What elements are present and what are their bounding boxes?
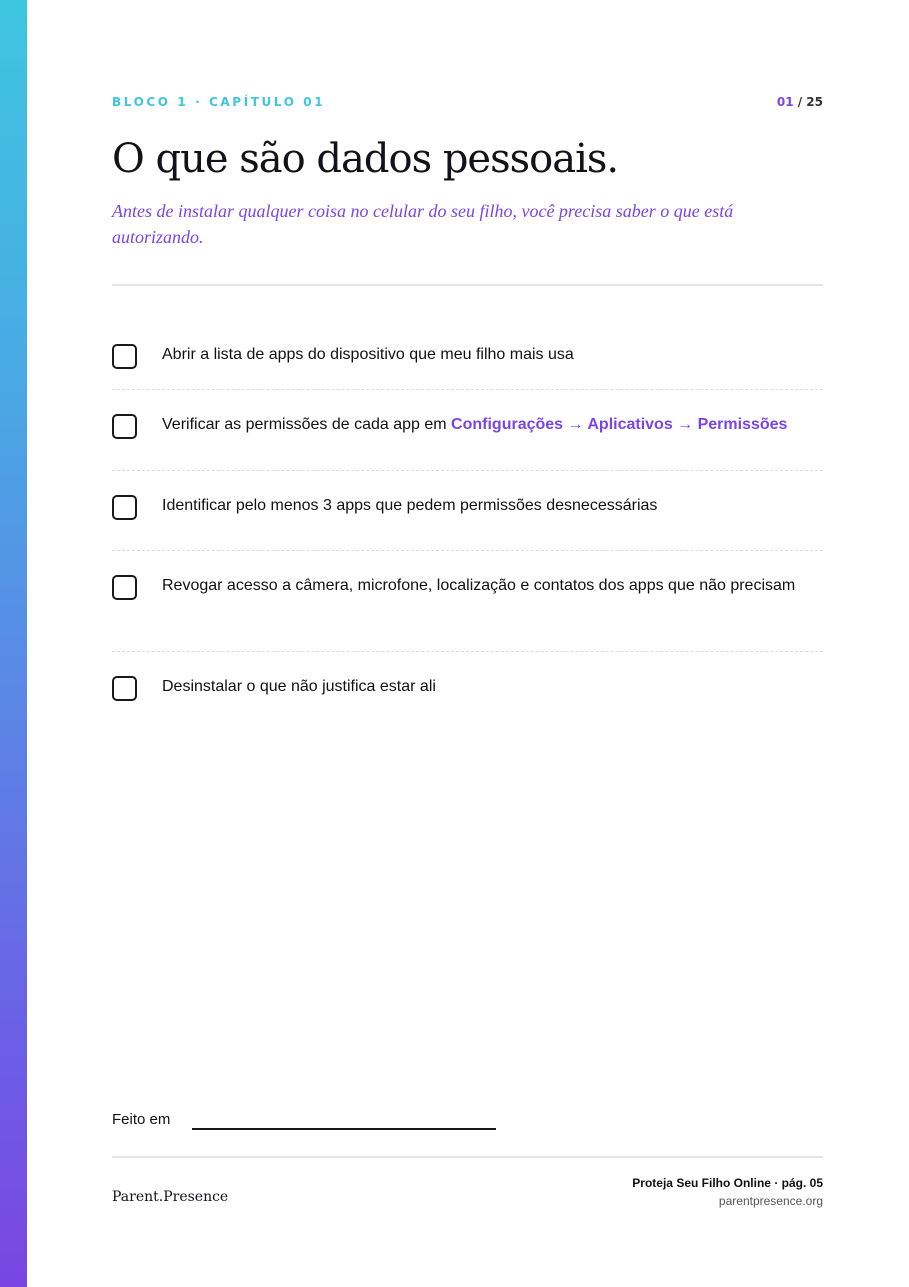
- checklist: [112, 330, 823, 722]
- page-counter: [777, 95, 823, 109]
- checklist-item-text: Abrir a lista de apps do dispositivo que meu filho mais usa: [162, 346, 574, 363]
- checklist-item-text: Identificar pelo menos 3 apps que pedem permissões desnecessárias: [162, 497, 658, 514]
- checkbox[interactable]: [112, 495, 137, 520]
- settings-path: Configurações → Aplicativos → Permissões: [451, 416, 788, 433]
- footer-url: parentpresence.org: [718, 1194, 823, 1208]
- completion-date-line[interactable]: [192, 1128, 496, 1130]
- footer-divider: [112, 1156, 823, 1158]
- checklist-item: [112, 400, 823, 471]
- chapter-eyebrow: BLOCO 1 · CAPÍTULO 01: [112, 95, 326, 109]
- footer-doc-title: Proteja Seu Filho Online · pág. 05: [632, 1176, 823, 1190]
- checklist-item-text: [162, 413, 827, 437]
- page-subtitle: Antes de instalar qualquer coisa no celular do seu filho, você precisa saber o que está autorizando.: [112, 201, 734, 247]
- checklist-item: [112, 330, 823, 390]
- decorative-gradient-bar: [0, 0, 27, 1287]
- checklist-item-lead: Verificar as permissões de cada app em: [162, 416, 447, 433]
- checklist-item: [112, 481, 823, 551]
- checkbox[interactable]: [112, 344, 137, 369]
- page-counter-current: 01: [776, 95, 794, 109]
- header-divider: [112, 284, 823, 286]
- checkbox[interactable]: [112, 414, 137, 439]
- checklist-item-text: Revogar acesso a câmera, microfone, localização e contatos dos apps que não precisam: [162, 577, 796, 594]
- page-title: O que são dados pessoais.: [112, 136, 619, 182]
- brand-logo: Parent.Presence: [112, 1189, 229, 1205]
- document-page: [112, 0, 823, 1287]
- checklist-item: [112, 662, 823, 722]
- completion-label: Feito em: [112, 1111, 171, 1128]
- page-counter-total: / 25: [797, 95, 823, 109]
- checkbox[interactable]: [112, 676, 137, 701]
- checklist-item: [112, 561, 823, 652]
- checklist-item-text: Desinstalar o que não justifica estar ali: [162, 678, 436, 695]
- checkbox[interactable]: [112, 575, 137, 600]
